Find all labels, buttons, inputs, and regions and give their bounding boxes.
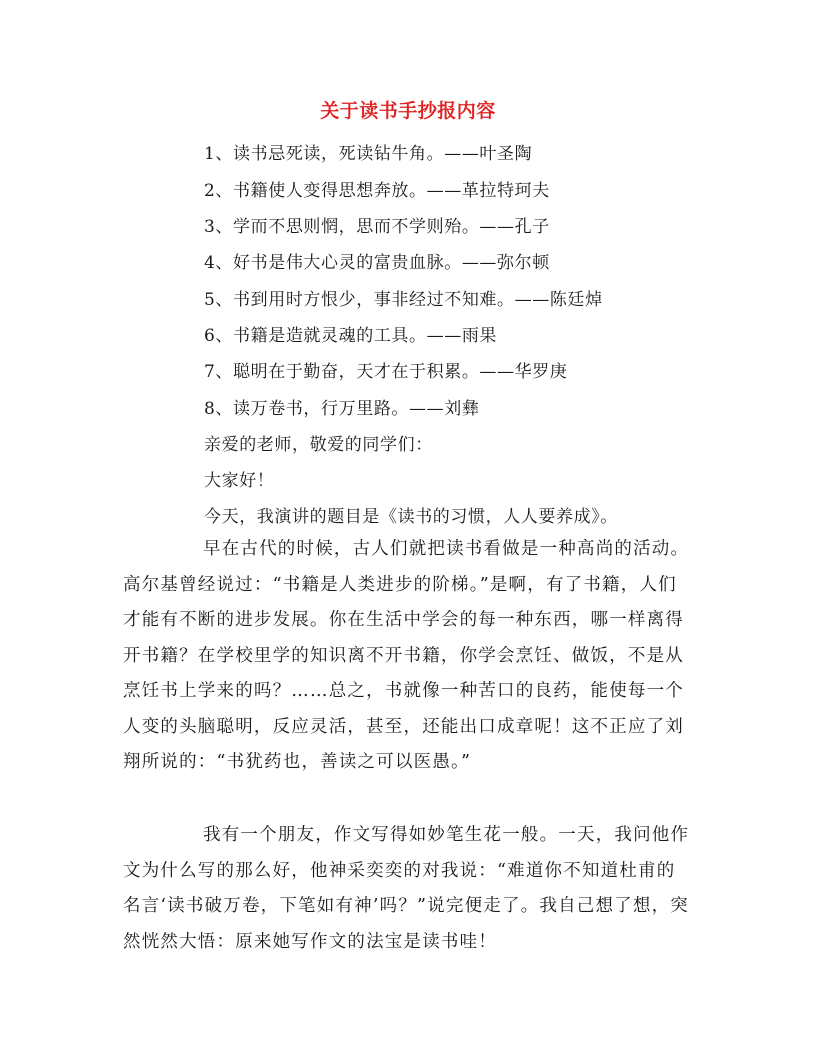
quote-line-1: 1、读书忌死读，死读钻牛角。——叶圣陶	[204, 144, 533, 164]
speech-topic: 今天，我演讲的题目是《读书的习惯，人人要养成》。	[204, 507, 618, 527]
speech-greeting: 大家好！	[204, 471, 275, 491]
quote-line-5: 5、书到用时方恨少，事非经过不知难。——陈廷焯	[204, 290, 603, 310]
quote-line-8: 8、读万卷书，行万里路。——刘彝	[204, 399, 480, 419]
quote-line-7: 7、聪明在于勤奋，天才在于积累。——华罗庚	[204, 362, 568, 382]
quote-line-6: 6、书籍是造就灵魂的工具。——雨果	[204, 326, 498, 346]
quote-line-4: 4、好书是伟大心灵的富贵血脉。——弥尔顿	[204, 253, 550, 273]
speech-salutation: 亲爱的老师，敬爱的同学们：	[204, 435, 433, 455]
speech-paragraph-1: 早在古代的时候，古人们就把读书看做是一种高尚的活动。高尔基曾经说过：“书籍是人类进步的阶梯。”是啊，有了书籍，人们才能有不断的进步发展。你在生活中学会的每一种东西，哪一样离得开书籍？在学校里学的知识离不开书籍，你学会烹饪、做饭，不是从烹饪书上学来的吗？……总之，书就像一种苦口的良药，能使每一个人变的头脑聪明，反应灵活，甚至，还能出口成章呢！这不正应了刘翔所说的：“书犹药也，善读之可以医愚。”	[123, 539, 690, 772]
page-title: 关于读书手抄报内容	[320, 100, 496, 122]
quote-line-3: 3、学而不思则惘，思而不学则殆。——孔子	[204, 217, 550, 237]
quote-line-2: 2、书籍使人变得思想奔放。——革拉特珂夫	[204, 181, 550, 201]
speech-paragraph-2: 我有一个朋友，作文写得如妙笔生花一般。一天，我问他作文为什么写的那么好，他神采奕奕的对我说：“难道你不知道杜甫的名言‘读书破万卷，下笔如有神’吗？”说完便走了。我自己想了想，突然恍然大悟：原来她写作文的法宝是读书哇！	[123, 825, 690, 952]
